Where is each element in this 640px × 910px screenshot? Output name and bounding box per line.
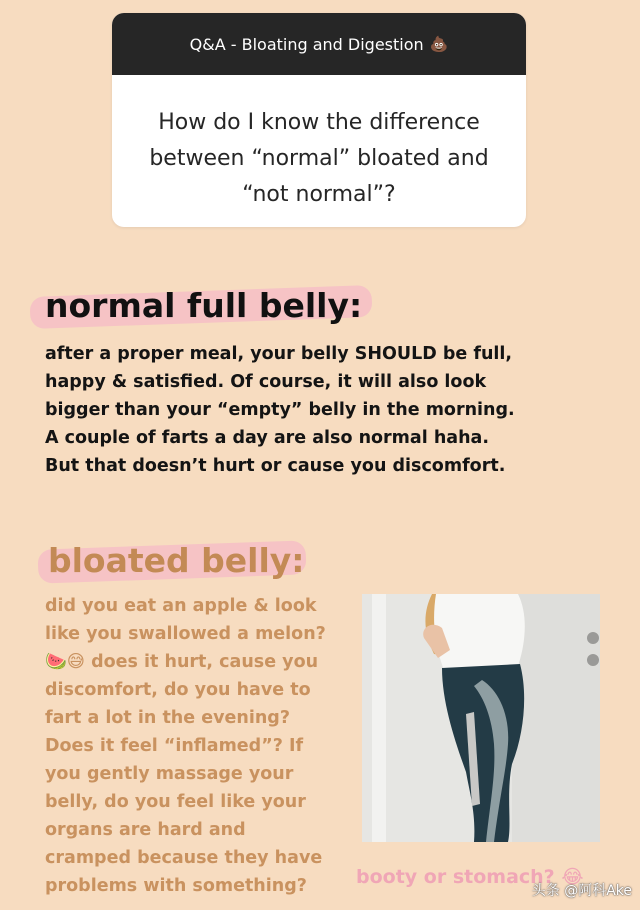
text-line: A couple of farts a day are also normal haha. [45, 428, 490, 448]
text-line: cramped because they have [45, 848, 323, 868]
normal-belly-heading: normal full belly: [45, 286, 363, 325]
qa-header-title: Q&A - Bloating and Digestion [189, 34, 424, 54]
text-line: you gently massage your [45, 764, 294, 784]
qa-question-line: How do I know the difference [158, 110, 480, 135]
poop-icon: 💩 [429, 35, 449, 53]
text-line: fart a lot in the evening? [45, 708, 290, 728]
text-line: Does it feel “inflamed”? If [45, 736, 304, 756]
text-line: did you eat an apple & look [45, 596, 317, 616]
person-photo-illustration [362, 594, 600, 842]
photo-image [362, 594, 600, 842]
text-line: like you swallowed a melon? [45, 624, 326, 644]
text-line: problems with something? [45, 876, 307, 896]
text-line: after a proper meal, your belly SHOULD be full, [45, 344, 513, 364]
text-line: organs are hard and [45, 820, 246, 840]
qa-question-line: “not normal”? [242, 182, 396, 207]
photo-caption: booty or stomach? 😂 [356, 866, 584, 888]
text-line: happy & satisfied. Of course, it will also look [45, 372, 487, 392]
text-line: bigger than your “empty” belly in the morning. [45, 400, 515, 420]
normal-belly-text [45, 340, 615, 480]
bloated-belly-heading: bloated belly: [48, 541, 305, 580]
bloated-belly-text [45, 592, 360, 900]
qa-header [112, 13, 526, 75]
qa-card [112, 13, 526, 227]
text-line: 🍉😅 does it hurt, cause you [45, 652, 319, 672]
qa-question-line: between “normal” bloated and [149, 146, 489, 171]
watermark: 头条 @阿科Ake [531, 883, 632, 899]
qa-question [112, 75, 526, 213]
text-line: belly, do you feel like your [45, 792, 306, 812]
text-line: discomfort, do you have to [45, 680, 311, 700]
text-line: But that doesn’t hurt or cause you discomfort. [45, 456, 506, 476]
